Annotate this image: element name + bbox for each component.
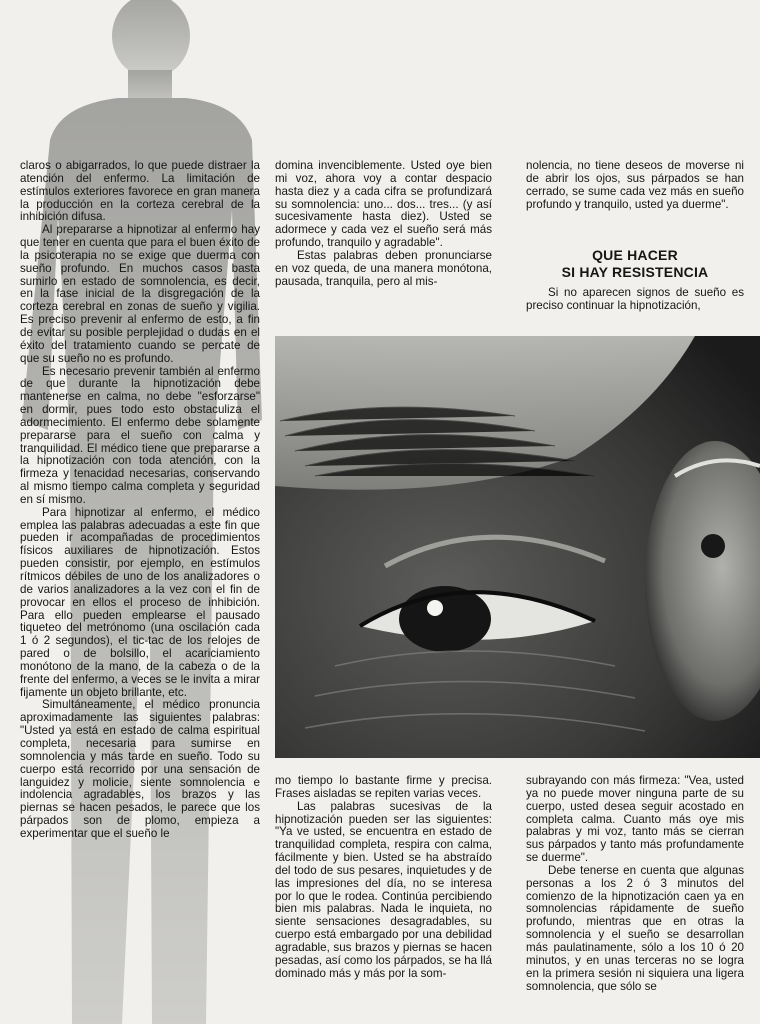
paragraph: Es necesario prevenir también al enfermo de que durante la hipnotización debe mantenerse en calma, no debe "esforzarse" en dormir, pues todo esto obstaculiza el adormecimiento. El enfermo debe solamente prepararse para el sueño con calma y tranquilidad. El médico tiene que prepararse a la hipnotización con toda atención, con la firmeza y tenacidad necesarias, conservando al mismo tiempo calma completa y seguridad en sí mismo. bbox=[20, 364, 260, 506]
paragraph: subrayando con más firmeza: "Vea, usted ya no puede mover ninguna parte de su cuerpo, usted desea seguir acostado en completa calma. Cuanto más oye mis palabras y mi voz, tanto más se cierran sus párpados y tanto más profundamente se duerme". bbox=[526, 774, 744, 865]
paragraph: Estas palabras deben pronunciarse en voz queda, de una manera monótona, pausada, tranquila, pero al mis- bbox=[275, 248, 492, 288]
paragraph: claros o abigarrados, lo que puede distraer la atención del enfermo. La limitación de estímulos exteriores favorece en gran manera la producción en la corteza cerebral de la inhibición difusa. bbox=[20, 159, 260, 224]
eye-closeup-photo bbox=[275, 336, 760, 758]
heading-line: QUE HACER bbox=[592, 247, 678, 263]
paragraph: Debe tenerse en cuenta que algunas personas a los 2 ó 3 minutos del comienzo de la hipnotización caen ya en somnolencias rápidamente de sueño profundo, mientras que en otras la somnolencia y el sueño se desarrollan más paulatinamente, sólo a los 10 ó 20 minutos, y en unas terceras no se logra en la primera sesión ni siquiera una ligera somnolencia, que sólo se bbox=[526, 863, 744, 993]
article-column-3-bottom bbox=[526, 775, 744, 993]
heading-line: SI HAY RESISTENCIA bbox=[561, 263, 709, 280]
article-column-3-top-continued bbox=[526, 287, 744, 313]
paragraph: Si no aparecen signos de sueño es preciso continuar la hipnotización, bbox=[526, 286, 744, 312]
paragraph: Las palabras sucesivas de la hipnotización pueden ser las siguientes: "Ya ve usted, se encuentra en estado de tranquilidad completa, respira con calma, fácilmente y bien. Usted se ha abstraído del todo de sus pesares, inquietudes y de las impresiones del día, no se interesa por lo que le rodea. Continúa percibiendo bien mis palabras. Nada le inquieta, no siente sensaciones desagradables, su cuerpo está embargado por una debilidad agradable, sus brazos y piernas se hacen pesadas, así como los párpados, se ha llá dominado más y más por la som- bbox=[275, 799, 492, 980]
article-column-1 bbox=[20, 160, 260, 841]
section-heading bbox=[526, 247, 744, 280]
article-column-2-bottom bbox=[275, 775, 492, 981]
article-column-3-top bbox=[526, 160, 744, 211]
paragraph: mo tiempo lo bastante firme y precisa. Frases aisladas se repiten varias veces. bbox=[275, 774, 492, 800]
paragraph: domina invenciblemente. Usted oye bien mi voz, ahora voy a contar despacio hasta diez y a cada cifra se profundizará su somnolencia: uno... dos... tres... (y así sucesivamente hasta diez). Usted se adormece y cada vez el sueño será más profundo, tranquilo y agradable". bbox=[275, 159, 492, 250]
paragraph: Simultáneamente, el médico pronuncia aproximadamente las siguientes palabras: "Usted ya está en estado de calma espiritual completa, necesaria para sumirse en somnolencia y más tarde en sueño. Todo su cuerpo está recorrido por una sensación de languidez y molicie, siente somnolencia e indolencia agradables, los brazos y las piernas se hacen pesados, le parece que los párpados son de plomo, empieza a experimentar que el sueño le bbox=[20, 698, 260, 840]
paragraph: nolencia, no tiene deseos de moverse ni de abrir los ojos, sus párpados se han cerrado, se sume cada vez más en sueño profundo y tranquilo, usted ya duerme". bbox=[526, 159, 744, 211]
article-column-2-top bbox=[275, 160, 492, 288]
paragraph: Al prepararse a hipnotizar al enfermo hay que tener en cuenta que para el buen éxito de la psicoterapia no se exige que duerma con sueño profundo. En muchos casos basta sumirlo en estado de somnolencia, es decir, en la fase inicial de la disgregación de la corteza cerebral en zonas de sueño y vigilia. Es preciso prevenir al enfermo de esto, a fin de evitar su posible perplejidad o dudas en el éxito del tratamiento cuando se percate de que su sueño no es profundo. bbox=[20, 223, 260, 365]
paragraph: Para hipnotizar al enfermo, el médico emplea las palabras adecuadas a este fin que pueden ir acompañadas de procedimientos físicos auxiliares de hipnotización. Estos pueden consistir, por ejemplo, en estímulos rítmicos débiles de uno de los analizadores o de varios analizadores a la vez con el fin de provocar en ellos el proceso de inhibición. Para ello pueden emplearse el pausado tiqueteo del metrónomo (una oscilación cada 1 ó 2 segundos), el tic-tac de los relojes de pared o de bolsillo, el acariciamiento monótono de la mano, de la cabeza o de la frente del enfermo, a veces se le invita a mirar fijamente un objeto brillante, etc. bbox=[20, 505, 260, 699]
